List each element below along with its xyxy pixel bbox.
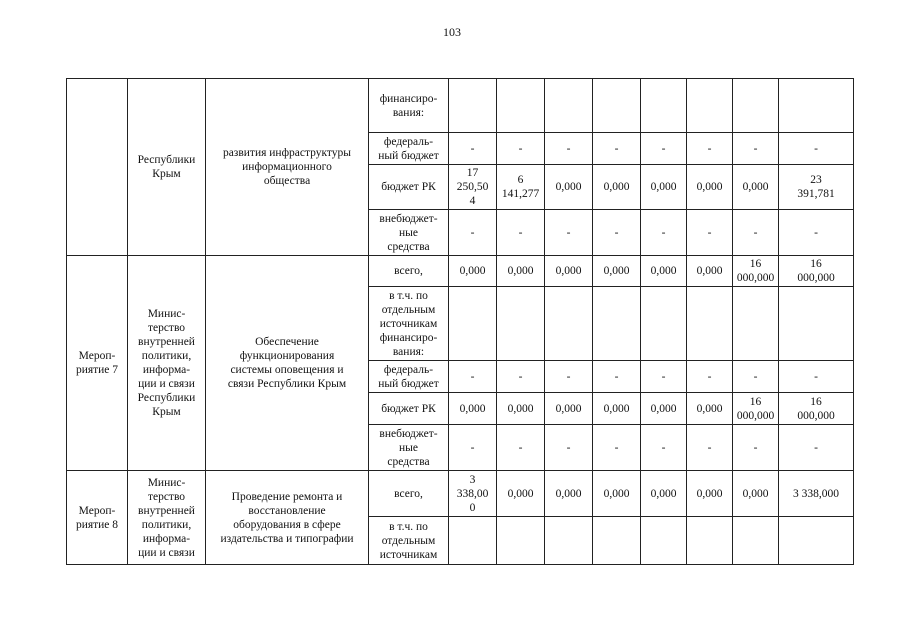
value-cell: - xyxy=(497,133,545,165)
value-cell: - xyxy=(779,425,854,471)
value-cell: 0,000 xyxy=(545,165,593,210)
value-cell xyxy=(545,287,593,361)
value-cell xyxy=(733,79,779,133)
value-cell: - xyxy=(687,210,733,256)
value-cell: 0,000 xyxy=(497,393,545,425)
source-cell: в т.ч. по отдельным источникам финансиро- вания: xyxy=(369,287,449,361)
value-cell: 23 391,781 xyxy=(779,165,854,210)
value-cell xyxy=(779,287,854,361)
value-cell xyxy=(545,517,593,565)
value-cell xyxy=(641,79,687,133)
value-cell: - xyxy=(687,425,733,471)
value-cell: - xyxy=(641,210,687,256)
value-cell xyxy=(641,287,687,361)
value-cell: - xyxy=(687,133,733,165)
event-name-cell: Обеспечение функционирования системы оповещения и связи Республики Крым xyxy=(206,256,369,471)
value-cell: - xyxy=(641,361,687,393)
value-cell: - xyxy=(497,425,545,471)
value-cell: 0,000 xyxy=(593,165,641,210)
value-cell: - xyxy=(593,210,641,256)
value-cell xyxy=(733,517,779,565)
value-cell xyxy=(687,517,733,565)
value-cell: 0,000 xyxy=(641,256,687,287)
value-cell: 0,000 xyxy=(641,393,687,425)
value-cell: - xyxy=(449,361,497,393)
value-cell: - xyxy=(449,210,497,256)
table-row xyxy=(67,79,854,133)
value-cell: - xyxy=(779,210,854,256)
value-cell: 0,000 xyxy=(641,471,687,517)
source-cell: финансиро- вания: xyxy=(369,79,449,133)
value-cell: 17 250,50 4 xyxy=(449,165,497,210)
source-cell: федераль- ный бюджет xyxy=(369,133,449,165)
value-cell: - xyxy=(545,425,593,471)
value-cell xyxy=(497,287,545,361)
executor-cell: Минис- терство внутренней политики, информа- ции и связи xyxy=(128,471,206,565)
value-cell: 0,000 xyxy=(687,471,733,517)
value-cell xyxy=(779,517,854,565)
value-cell: - xyxy=(733,361,779,393)
table-row xyxy=(67,471,854,517)
value-cell xyxy=(733,287,779,361)
source-cell: бюджет РК xyxy=(369,393,449,425)
value-cell xyxy=(545,79,593,133)
value-cell: - xyxy=(641,133,687,165)
value-cell: 6 141,277 xyxy=(497,165,545,210)
source-cell: всего, xyxy=(369,256,449,287)
executor-cell: Республики Крым xyxy=(128,79,206,256)
event-label-cell xyxy=(67,79,128,256)
value-cell: 16 000,000 xyxy=(779,256,854,287)
value-cell xyxy=(779,79,854,133)
executor-cell: Минис- терство внутренней политики, информа- ции и связи Республики Крым xyxy=(128,256,206,471)
value-cell: 16 000,000 xyxy=(733,393,779,425)
value-cell: 0,000 xyxy=(593,471,641,517)
value-cell: - xyxy=(733,425,779,471)
value-cell: - xyxy=(733,133,779,165)
value-cell xyxy=(497,517,545,565)
value-cell xyxy=(593,287,641,361)
value-cell xyxy=(449,79,497,133)
value-cell: 0,000 xyxy=(593,256,641,287)
value-cell xyxy=(593,517,641,565)
value-cell: 0,000 xyxy=(687,256,733,287)
value-cell: 3 338,000 xyxy=(779,471,854,517)
value-cell xyxy=(687,287,733,361)
source-cell: внебюджет- ные средства xyxy=(369,210,449,256)
source-cell: внебюджет- ные средства xyxy=(369,425,449,471)
value-cell: 0,000 xyxy=(687,165,733,210)
value-cell: 0,000 xyxy=(593,393,641,425)
value-cell: 16 000,000 xyxy=(779,393,854,425)
value-cell: 0,000 xyxy=(641,165,687,210)
source-cell: бюджет РК xyxy=(369,165,449,210)
value-cell: - xyxy=(641,425,687,471)
source-cell: федераль- ный бюджет xyxy=(369,361,449,393)
value-cell: 0,000 xyxy=(687,393,733,425)
value-cell: - xyxy=(733,210,779,256)
value-cell: 0,000 xyxy=(733,165,779,210)
value-cell: 0,000 xyxy=(545,256,593,287)
value-cell xyxy=(449,517,497,565)
value-cell: - xyxy=(497,361,545,393)
value-cell: 0,000 xyxy=(545,393,593,425)
value-cell: 0,000 xyxy=(545,471,593,517)
event-label-cell: Мероп- риятие 7 xyxy=(67,256,128,471)
value-cell: - xyxy=(779,361,854,393)
value-cell: - xyxy=(545,133,593,165)
value-cell: - xyxy=(687,361,733,393)
value-cell xyxy=(497,79,545,133)
value-cell xyxy=(449,287,497,361)
value-cell xyxy=(641,517,687,565)
value-cell: - xyxy=(593,425,641,471)
event-name-cell: развития инфраструктуры информационного общества xyxy=(206,79,369,256)
value-cell: 3 338,00 0 xyxy=(449,471,497,517)
value-cell: 0,000 xyxy=(449,256,497,287)
value-cell: - xyxy=(545,210,593,256)
value-cell: - xyxy=(593,133,641,165)
value-cell: - xyxy=(449,133,497,165)
value-cell: - xyxy=(779,133,854,165)
value-cell: 16 000,000 xyxy=(733,256,779,287)
value-cell: 0,000 xyxy=(449,393,497,425)
source-cell: всего, xyxy=(369,471,449,517)
value-cell xyxy=(593,79,641,133)
value-cell: - xyxy=(449,425,497,471)
source-cell: в т.ч. по отдельным источникам xyxy=(369,517,449,565)
value-cell: 0,000 xyxy=(733,471,779,517)
value-cell xyxy=(687,79,733,133)
value-cell: - xyxy=(545,361,593,393)
value-cell: 0,000 xyxy=(497,471,545,517)
event-name-cell: Проведение ремонта и восстановление оборудования в сфере издательства и типографии xyxy=(206,471,369,565)
page-number: 103 xyxy=(443,25,461,39)
value-cell: 0,000 xyxy=(497,256,545,287)
value-cell: - xyxy=(593,361,641,393)
budget-table xyxy=(66,78,854,565)
value-cell: - xyxy=(497,210,545,256)
table-row xyxy=(67,256,854,287)
event-label-cell: Мероп- риятие 8 xyxy=(67,471,128,565)
